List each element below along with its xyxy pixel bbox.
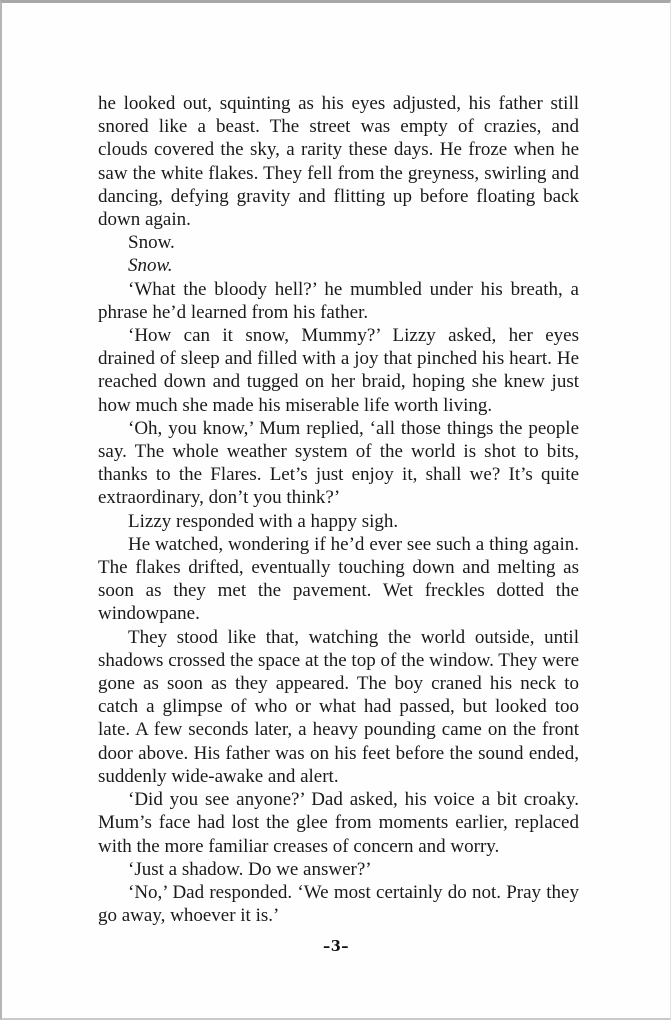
paragraph: ‘Just a shadow. Do we answer?’ — [128, 858, 372, 880]
paragraph: Snow. — [128, 232, 175, 254]
paragraph: He watched, wondering if he’d ever see such a thing again. The flakes drifted, eventually touching down and melting as soon as they met the pavement. Wet freckles dotted the windowpane. — [98, 533, 579, 625]
paragraph: ‘How can it snow, Mummy?’ Lizzy asked, her eyes drained of sleep and filled with a joy that pinched his heart. He reached down and tugged on her braid, hoping she knew just how much she made his miserable life worth living. — [98, 325, 579, 416]
paragraph: Lizzy responded with a happy sigh. — [128, 510, 399, 532]
paragraph: ‘No,’ Dad responded. ‘We most certainly do not. Pray they go away, whoever it is.’ — [98, 881, 579, 927]
paragraph: ‘Oh, you know,’ Mum replied, ‘all those things the people say. The whole weather system of the world is shot to bits, thanks to the Flares. Let’s just enjoy it, shall we? It’s quite extraordinary, don’t you think?’ — [98, 417, 579, 509]
paragraph: They stood like that, watching the world outside, until shadows crossed the space at the top of the window. They were gone as soon as they appeared. The boy craned his neck to catch a glimpse of who or what had passed, but looked too late. A few seconds later, a heavy pounding came on the front door above. His father was on his feet before the sound ended, suddenly wide-awake and alert. — [98, 626, 579, 787]
page-number: –3– — [322, 938, 350, 955]
page-text-block — [98, 92, 579, 927]
paragraph: ‘What the bloody hell?’ he mumbled under his breath, a phrase he’d learned from his father. — [98, 278, 579, 323]
paragraph: Snow. — [128, 255, 173, 277]
paragraph: ‘Did you see anyone?’ Dad asked, his voice a bit croaky. Mum’s face had lost the glee from moments earlier, replaced with the more familiar creases of concern and worry. — [98, 789, 579, 857]
paragraph: he looked out, squinting as his eyes adjusted, his father still snored like a beast. The street was empty of crazies, and clouds covered the sky, a rarity these days. He froze when he saw the white flakes. They fell from the greyness, swirling and dancing, defying gravity and flitting up before floating back down again. — [98, 93, 579, 231]
